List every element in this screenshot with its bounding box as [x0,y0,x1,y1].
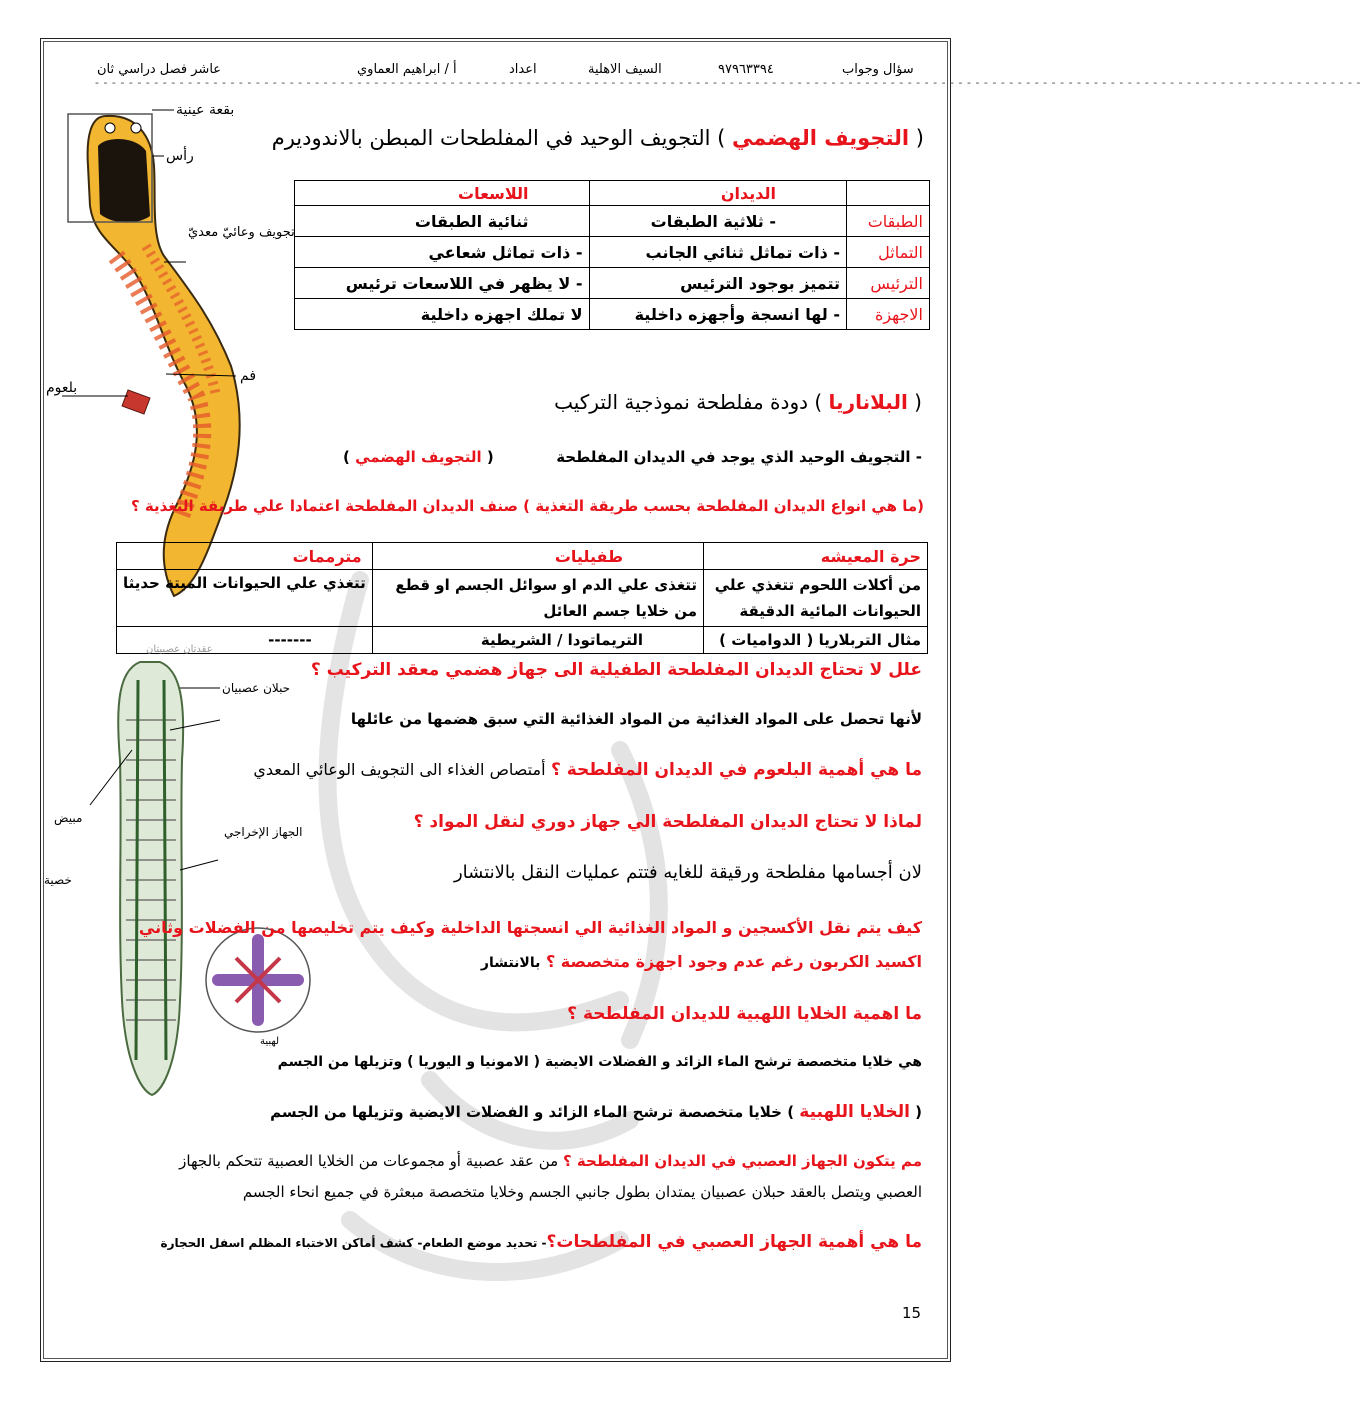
cnidaria-cell: - ذات تماثل شعاعي [295,237,590,268]
header-phone: ٩٧٩٦٣٣٩٤ [718,62,774,77]
q7-line [161,1232,922,1252]
header-teacher: أ / ابراهيم العماوي [357,62,457,77]
label-mouth: فم [240,368,257,384]
a7: - تحديد موضع الطعام- كشف أماكن الاختباء المظلم اسفل الحجارة [160,1236,547,1250]
header-grade: عاشر فصل دراسي ثان [97,62,222,77]
cnidaria-cell: ثنائية الطبقات [295,206,590,237]
table-row [117,570,928,627]
page-number: 15 [902,1304,922,1322]
a2: أمتصاص الغذاء الى التجويف الوعائي المعدي [253,760,546,779]
planaria-term: البلاناريا [828,390,908,414]
table-row [295,206,930,237]
table-cell: تتغذى علي الدم او سوائل الجسم او قطع من خلايا جسم العائل [372,570,703,627]
comparison-table [294,180,930,330]
only-cavity-line: - التجويف الوحيد الذي يوجد في الديدان المفلطحة ( التجويف الهضمي ) [343,448,922,466]
feeding-types-table [116,542,928,654]
intro-term: التجويف الهضمي [731,126,910,150]
q3: لماذا لا تحتاج الديدان المفلطحة الي جهاز دوري لنقل المواد ؟ [413,812,922,832]
table-row [295,268,930,299]
planaria-definition: ( البلاناريا ) دودة مفلطحة نموذجية التركيب [554,390,922,414]
cnidaria-cell: - لا يظهر في اللاسعات ترئيس [295,268,590,299]
planaria-anatomy-diagram [46,96,295,606]
q4-line1: كيف يتم نقل الأكسجين و المواد الغذائية الي انسجتها الداخلية وكيف يتم تخليصها من الفضلات وثاني [138,918,922,937]
header-subject: سؤال وجواب [842,62,914,77]
planaria-def-text: دودة مفلطحة نموذجية التركيب [554,390,809,414]
label-ganglia: عقدتان عصبيتان [146,644,213,655]
nervous-excretory-diagram [40,640,303,1100]
table-cell: مثال التربلاريا ( الدواميات ) [704,627,928,654]
q2-line [253,760,922,780]
intro-definition: ( التجويف الهضمي ) التجويف الوحيد في المفلطحات المبطن بالاندوديرم [271,126,924,150]
table-header-row [117,543,928,570]
table-header-cell: طفيليات [372,543,703,570]
a4: بالانتشار [480,955,541,971]
q1: علل لا تحتاج الديدان المفلطحة الطفيلية الى جهاز هضمي معقد التركيب ؟ [310,660,922,680]
label-pharynx: بلعوم [46,380,78,396]
q4-line2 [481,952,922,971]
only-cavity-answer: التجويف الهضمي [355,448,482,466]
worms-cell: - لها انسجة وأجهزه داخلية [589,299,847,330]
worms-cell: تتميز بوجود الترئيس [589,268,847,299]
q6-line [179,1152,922,1170]
table-header-cell: مترممات [117,543,373,570]
types-question: (ما هي انواع الديدان المفلطحة بحسب طريقة التغذية ) صنف الديدان المفلطحة اعتمادا علي طريقة التغذية ؟ [130,497,924,515]
table-cell: التريماتودا / الشريطية [372,627,703,654]
row-label: الطبقات [847,206,930,237]
q2: ما هي أهمية البلعوم في الديدان المفلطحة ؟ [550,760,922,780]
label-head: رأس [166,148,194,164]
a1: لأنها تحصل على المواد الغذائية من المواد الغذائية التي سبق هضمها من عائلها [350,710,922,728]
a6-line1: من عقد عصبية أو مجموعات من الخلايا العصبية تتحكم بالجهاز [179,1152,559,1170]
only-cavity-question: - التجويف الوحيد الذي يوجد في الديدان المفلطحة [556,448,922,466]
header-prepared: اعداد [509,62,537,77]
label-eye-spot: بقعة عينية [176,102,235,118]
header-divider: - - - - - - - - - - - - - - - - - - - - - - - - - - - - - - - - - - - - - - - - - - - - - - - - - - - - - - - - - - - - - - - - - - - - - - - - - - - - - - - - - - - - - - - - - - - - - - - - - - - - - - - - - - - - - - - - - - - - - - - - - - - - - - - - - - - - - - - - - - - - - - - - - - - - - - [95,76,1361,89]
table-cell: من أكلات اللحوم تتغذي علي الحيوانات المائية الدقيقة [704,570,928,627]
table-cell: تتغذي علي الحيوانات الميتة حديثا [117,570,373,627]
q4-line2-text: اكسيد الكربون رغم عدم وجود اجهزة متخصصة ؟ [545,952,922,971]
table-header-row [295,181,930,206]
row-label: التماثل [847,237,930,268]
q6: مم يتكون الجهاز العصبي في الديدان المفلطحة ؟ [562,1152,922,1170]
row-label: الترئيس [847,268,930,299]
table-row [295,237,930,268]
intro-def-text: التجويف الوحيد في المفلطحات المبطن بالاندوديرم [271,126,711,150]
cnidaria-cell: لا تملك اجهزه داخلية [295,299,590,330]
label-flame: لهبية [260,1036,280,1047]
label-gut: تجويف وعائيّ معديّ [188,225,295,240]
table-header-cell: اللاسعات [295,181,590,206]
table-header-cell [847,181,930,206]
table-header-cell: الديدان [589,181,847,206]
table-row [295,299,930,330]
table-header-cell: حرة المعيشه [704,543,928,570]
label-excretory: الجهاز الإخراجي [224,825,303,839]
table-cell: ------- [117,627,373,654]
flame-term: الخلايا اللهبية [799,1102,910,1122]
label-nerve-cords: حبلان عصبيان [222,681,291,695]
flame-def: خلايا متخصصة ترشح الماء الزائد و الفضلات الايضية وتزيلها من الجسم [270,1103,782,1121]
a5: هي خلايا متخصصة ترشح الماء الزائد و الفضلات الايضية ( الامونيا و اليوريا ) وتزيلها من الجسم [277,1054,922,1070]
header-school: السيف الاهلية [588,62,662,77]
worms-cell: - ذات تماثل ثنائي الجانب [589,237,847,268]
row-label: الاجهزة [847,299,930,330]
a3: لان أجسامها مفلطحة ورقيقة للغايه فتتم عمليات النقل بالانتشار [453,862,922,883]
flame-cells-definition: ( الخلايا اللهبية ) خلايا متخصصة ترشح الماء الزائد و الفضلات الايضية وتزيلها من الجسم [270,1102,922,1122]
a6-line2: العصبي ويتصل بالعقد حبلان عصبيان يمتدان بطول جانبي الجسم وخلايا متخصصة مبعثرة في جميع انحاء الجسم [242,1183,922,1201]
label-testis: خصية [44,873,72,887]
worms-cell: - ثلاثية الطبقات [589,206,847,237]
q5: ما اهمية الخلايا اللهبية للديدان المفلطحة ؟ [567,1004,922,1024]
q7: ما هي أهمية الجهاز العصبي في المفلطحات؟ [546,1232,922,1252]
label-ovary: مبيض [54,811,83,825]
